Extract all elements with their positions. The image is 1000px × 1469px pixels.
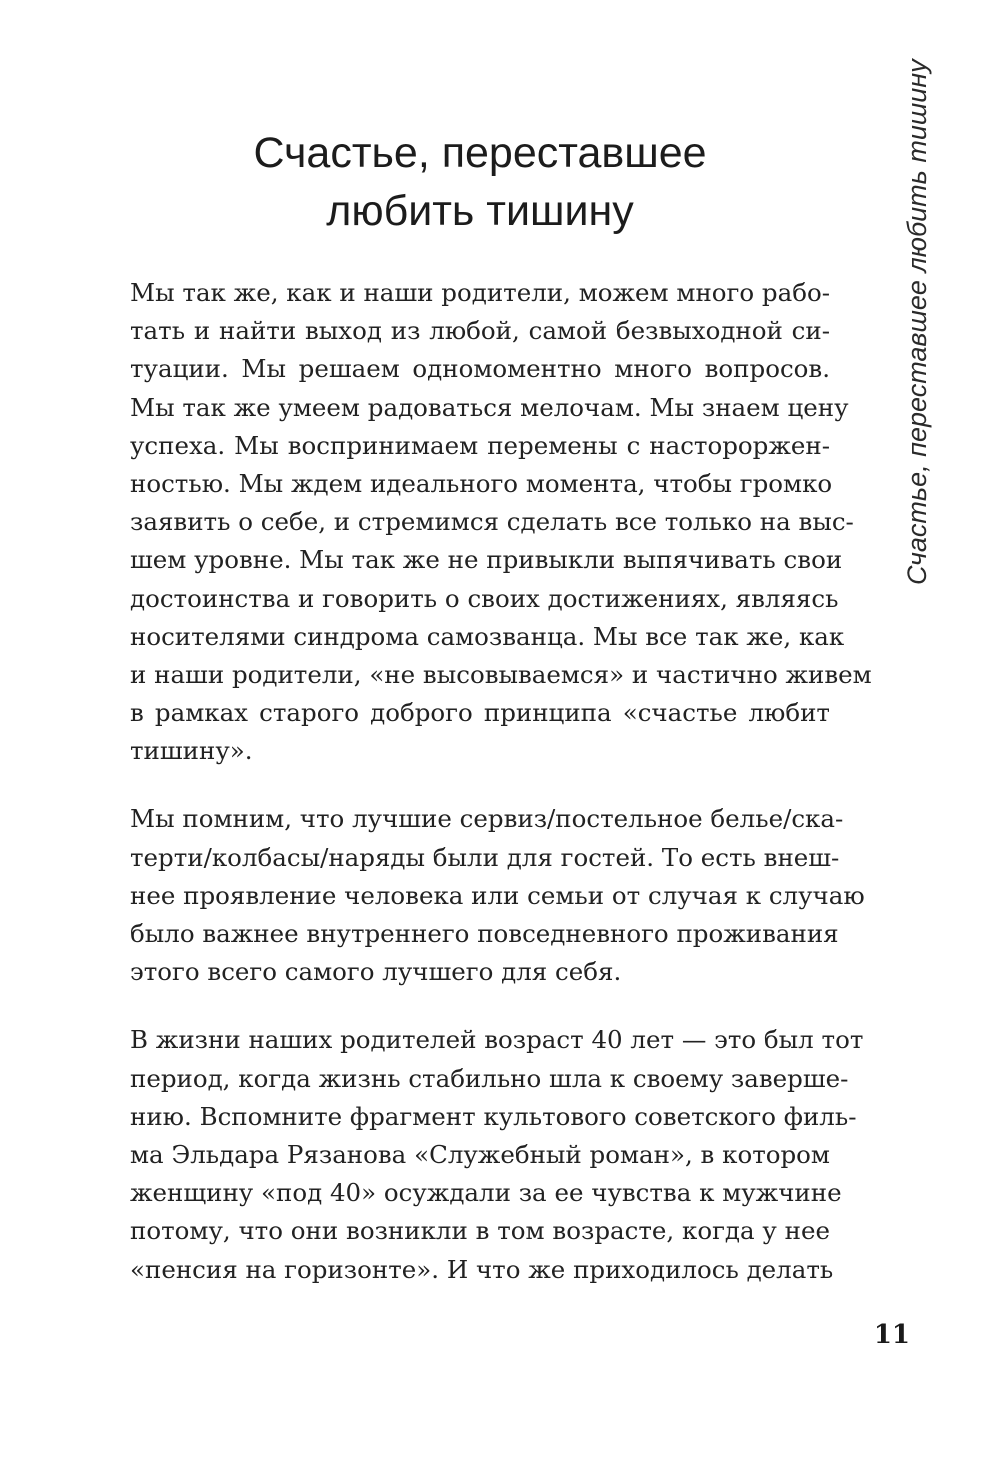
paragraph — [130, 274, 872, 770]
text-line: потому, что они возникли в том возрасте, когда у нее — [130, 1216, 830, 1246]
text-line: успеха. Мы воспринимаем перемены с настороржен- — [130, 430, 830, 460]
text-line: ностью. Мы ждем идеального момента, чтобы громко — [130, 468, 833, 498]
chapter-title — [130, 124, 830, 240]
text-line: женщину «под 40» осуждали за ее чувства к мужчине — [130, 1178, 842, 1208]
chapter-body — [130, 274, 872, 1319]
text-line: Мы так же умеем радоваться мелочам. Мы знаем цену — [130, 392, 849, 422]
text-line: Мы помним, что лучшие сервиз/постельное белье/ска- — [130, 804, 844, 834]
text-line: заявить о себе, и стремимся сделать все только на выс- — [130, 507, 854, 537]
text-line: В жизни наших родителей возраст 40 лет — это был тот — [130, 1025, 864, 1055]
text-line: ма Эльдара Рязанова «Служебный роман», в котором — [130, 1139, 830, 1169]
text-line: было важнее внутреннего повседневного проживания — [130, 919, 839, 948]
running-head: Счастье, переставшее любить тишину — [902, 59, 932, 585]
chapter-title-line: любить тишину — [326, 187, 634, 235]
text-line: этого всего самого лучшего для себя. — [130, 957, 622, 987]
text-line: в рамках старого доброго принципа «счастье любит — [130, 698, 830, 728]
text-line: шем уровне. Мы так же не привыкли выпячивать свои — [130, 545, 843, 575]
text-line: нее проявление человека или семьи от случая к случаю — [130, 880, 865, 910]
text-line: носителями синдрома самозванца. Мы все так же, как — [130, 621, 845, 651]
paragraph — [130, 1021, 864, 1288]
page-number: 11 — [873, 1320, 910, 1350]
text-line: туации. Мы решаем одномоментно много вопросов. — [130, 354, 830, 384]
paragraph — [130, 800, 865, 991]
text-line: «пенсия на горизонте». И что же приходилось делать — [130, 1254, 834, 1284]
text-line: тишину». — [130, 736, 253, 766]
text-line: достоинства и говорить о своих достижениях, являясь — [130, 583, 839, 613]
text-line: нию. Вспомните фрагмент культового советского филь- — [130, 1101, 857, 1131]
text-line: Мы так же, как и наши родители, можем много рабо- — [130, 278, 830, 307]
text-line: и наши родители, «не высовываемся» и частично живем — [130, 659, 872, 689]
text-line: период, когда жизнь стабильно шла к своему заверше- — [130, 1063, 849, 1093]
chapter-title-line: Счастье, переставшее — [253, 129, 707, 177]
text-line: тать и найти выход из любой, самой безвыходной си- — [130, 316, 830, 346]
text-line: терти/колбасы/наряды были для гостей. То есть внеш- — [130, 842, 840, 872]
